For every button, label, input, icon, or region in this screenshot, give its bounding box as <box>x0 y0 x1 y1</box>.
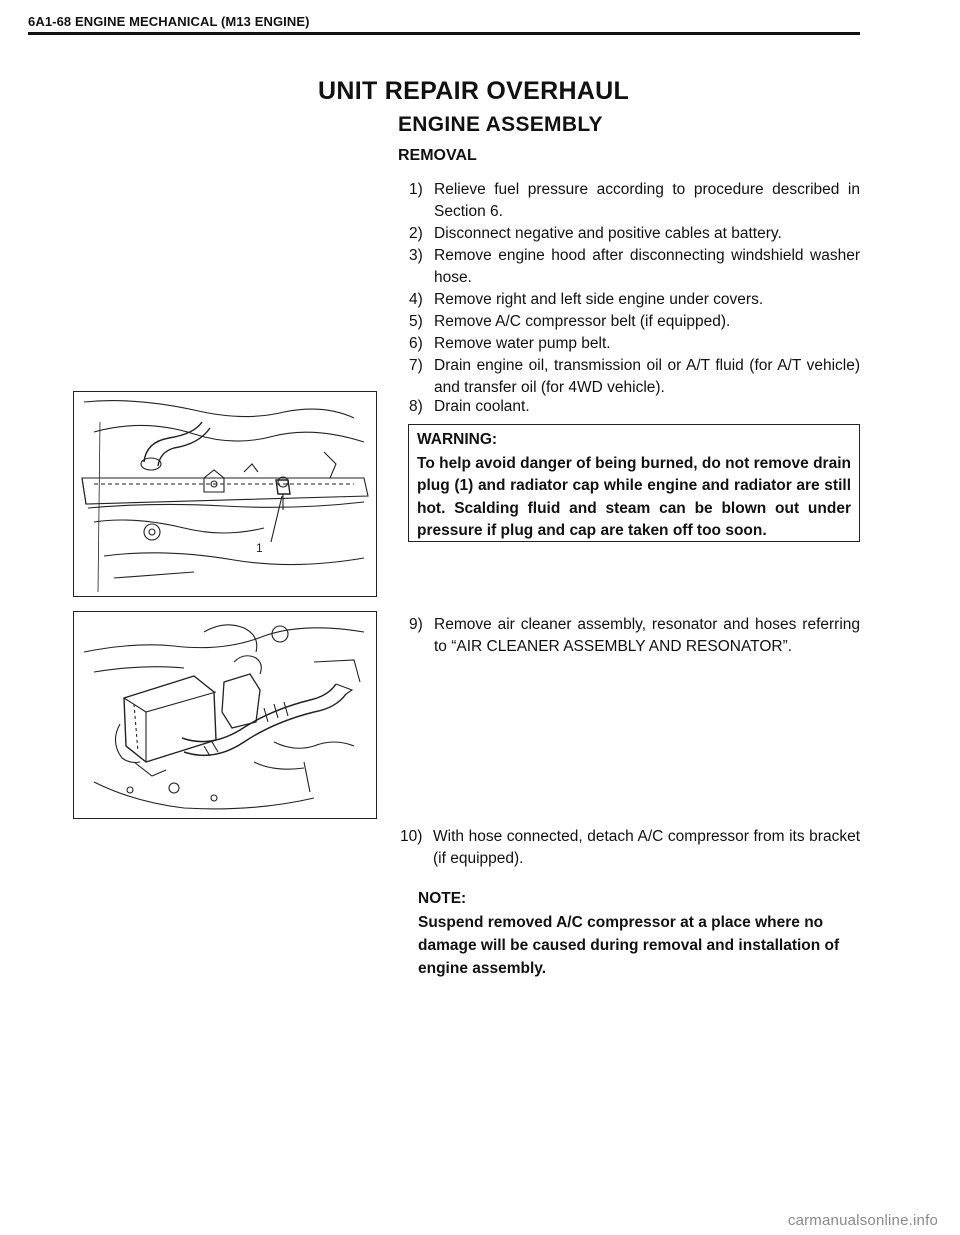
step-item <box>400 826 860 870</box>
step-item <box>409 311 860 333</box>
step-text: Drain coolant. <box>434 398 530 415</box>
figure-air-cleaner <box>73 611 377 819</box>
step-number: 6) <box>409 335 423 352</box>
step-number: 5) <box>409 313 423 330</box>
step-item <box>409 355 860 399</box>
step-number: 7) <box>409 357 423 374</box>
watermark: carmanualsonline.info <box>787 1212 938 1229</box>
section-subtitle: ENGINE ASSEMBLY <box>398 113 603 136</box>
warning-box <box>408 424 860 542</box>
step-text: Remove water pump belt. <box>434 335 611 352</box>
step-text: Disconnect negative and positive cables at battery. <box>434 225 782 242</box>
step-item <box>409 223 860 245</box>
step-item <box>409 614 860 658</box>
figure-drain-plug <box>73 391 377 597</box>
step-text: With hose connected, detach A/C compressor from its bracket (if equipped). <box>433 828 860 867</box>
step-number: 3) <box>409 247 423 264</box>
warning-label: WARNING: <box>417 431 498 448</box>
step-number: 9) <box>409 616 423 633</box>
section-title: UNIT REPAIR OVERHAUL <box>318 77 630 105</box>
step-item <box>409 289 860 311</box>
step-item <box>409 396 860 418</box>
warning-text: To help avoid danger of being burned, do not remove drain plug (1) and radiator cap while engine and radiator are still hot. Scalding fluid and steam can be blown out under pressure if plug and cap are taken off too soon. <box>417 454 851 539</box>
step-item <box>409 333 860 355</box>
step-number: 4) <box>409 291 423 308</box>
step-text: Relieve fuel pressure according to procedure described in Section 6. <box>434 181 860 220</box>
step-number: 8) <box>409 398 423 415</box>
step-text: Remove right and left side engine under covers. <box>434 291 764 308</box>
step-text: Remove engine hood after disconnecting windshield washer hose. <box>434 247 860 286</box>
subheading-removal: REMOVAL <box>398 147 477 164</box>
step-item <box>409 245 860 289</box>
note-text: Suspend removed A/C compressor at a place where no damage will be caused during removal and installation of engine assembly. <box>418 914 840 977</box>
step-number: 10) <box>400 828 423 845</box>
step-number: 2) <box>409 225 423 242</box>
running-header: 6A1-68 ENGINE MECHANICAL (M13 ENGINE) <box>28 14 310 29</box>
step-text: Remove air cleaner assembly, resonator and hoses referring to “AIR CLEANER ASSEMBLY AND RESONATOR”. <box>434 616 860 655</box>
header-rule <box>28 32 860 35</box>
note-label: NOTE: <box>418 890 467 907</box>
figure-callout-1: 1 <box>256 541 263 555</box>
step-text: Remove A/C compressor belt (if equipped). <box>434 313 731 330</box>
step-text: Drain engine oil, transmission oil or A/T fluid (for A/T vehicle) and transfer oil (for 4WD vehicle). <box>434 357 860 396</box>
step-item <box>409 179 860 223</box>
note-box <box>418 887 858 980</box>
step-number: 1) <box>409 181 423 198</box>
